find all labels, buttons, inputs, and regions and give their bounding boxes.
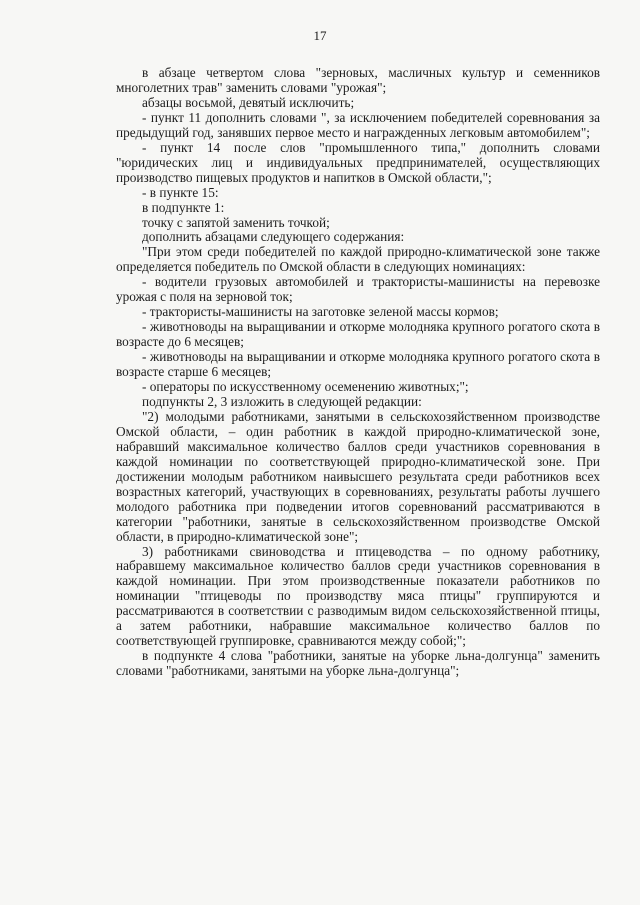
paragraph: - пункт 14 после слов "промышленного типа," дополнить словами "юридических лиц и индивидуальных предпринимателей, осуществляющих производство пищевых продуктов и напитков в Омской области,"; bbox=[116, 139, 600, 185]
paragraph: "При этом среди победителей по каждой природно-климатической зоне также определяется победитель по Омской области в следующих номинациях: bbox=[116, 244, 600, 275]
paragraph: в абзаце четвертом слова "зерновых, масличных культур и семенников многолетних трав" заменить словами "урожая"; bbox=[116, 65, 600, 95]
paragraph: - водители грузовых автомобилей и трактористы-машинисты на перевозке урожая с поля на зерновой ток; bbox=[116, 274, 600, 305]
paragraph: - в пункте 15: bbox=[142, 184, 219, 200]
paragraph: "2) молодыми работниками, занятыми в сельскохозяйственном производстве Омской области, – один работник в каждой природно-климатической зоне, набравший максимальное количество баллов среди участников соревнования в каждой номинации по соответствующей природно-климатической зоне. При достижении молодым работником наивысшего результата среди работников всех возрастных категорий, участвующих в соревнованиях, результаты работы лучшего молодого работника при подведении итогов соревнований рассматриваются в категории "работники, занятые в сельскохозяйственном производстве Омской области, в природно-климатической зоне"; bbox=[116, 408, 600, 544]
paragraph: - операторы по искусственному осеменению животных;"; bbox=[142, 379, 469, 395]
paragraph: в подпункте 4 слова "работники, занятые на уборке льна-долгунца" заменить словами "работниками, занятыми на уборке льна-долгунца"; bbox=[116, 648, 600, 679]
paragraph: - трактористы-машинисты на заготовке зеленой массы кормов; bbox=[142, 304, 499, 320]
paragraph: подпункты 2, 3 изложить в следующей редакции: bbox=[142, 393, 422, 409]
paragraph: в подпункте 1: bbox=[142, 199, 225, 215]
document-body bbox=[116, 66, 600, 679]
paragraph: абзацы восьмой, девятый исключить; bbox=[142, 94, 355, 110]
paragraph: - животноводы на выращивании и откорме молодняка крупного рогатого скота в возрасте до 6 месяцев; bbox=[116, 319, 600, 350]
page-number: 17 bbox=[313, 28, 327, 43]
paragraph: дополнить абзацами следующего содержания: bbox=[142, 229, 405, 245]
paragraph: точку с запятой заменить точкой; bbox=[142, 214, 330, 230]
paragraph: 3) работниками свиноводства и птицеводства – по одному работнику, набравшему максимальное количество баллов среди участников соревнования в каждой номинации. При этом производственные показатели работников по номинации "птицеводы по производству мяса птицы" группируются и рассматриваются в соответствии с разводимым видом сельскохозяйственной птицы, а затем работники, набравшие максимальное количество баллов по соответствующей группировке, сравниваются между собой;"; bbox=[116, 543, 600, 649]
paragraph: - пункт 11 дополнить словами ", за исключением победителей соревнования за предыдущий год, занявших первое место и награжденных легковым автомобилем"; bbox=[116, 109, 600, 140]
paragraph: - животноводы на выращивании и откорме молодняка крупного рогатого скота в возрасте старше 6 месяцев; bbox=[116, 349, 600, 380]
